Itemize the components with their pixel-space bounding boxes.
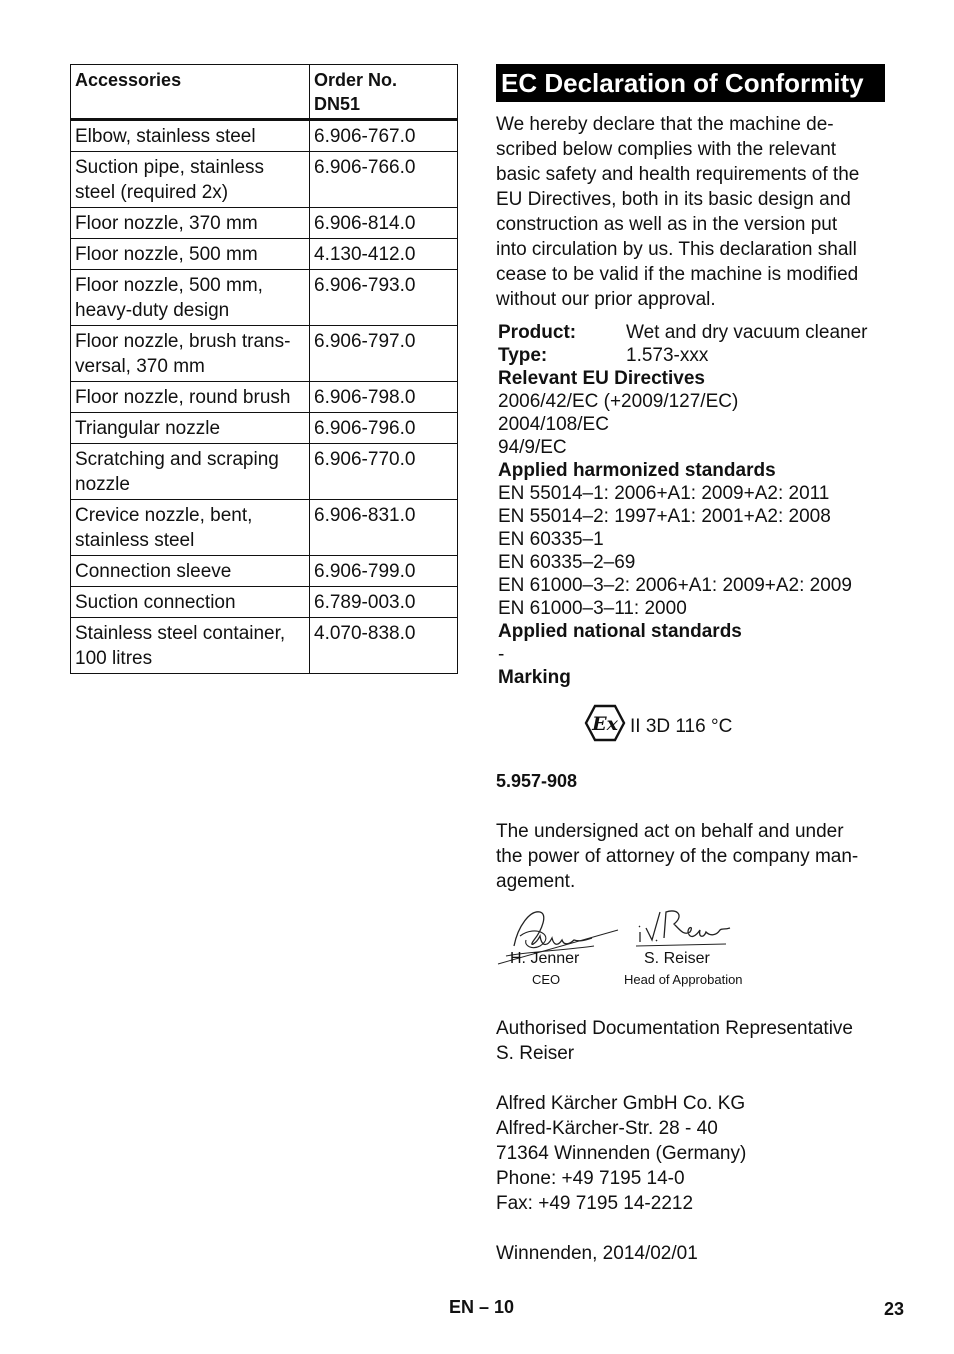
auth-rep-title: Authorised Documentation Representative [496,1018,853,1039]
column-header-accessories: Accessories [71,65,310,120]
product-value: Wet and dry vacuum cleaner [626,322,868,343]
directive-item: 94/9/EC [498,437,567,458]
page-number: 23 [884,1299,905,1319]
product-row [498,321,888,344]
table-row [71,326,458,382]
order-number-cell: 6.906-831.0 [310,500,458,556]
intro-text-line: We hereby declare that the machine de- [496,114,834,135]
order-no-label: Order No. DN51 [314,70,398,114]
accessory-name-cell: Stainless steel container, 100 litres [71,618,310,674]
table-row [71,239,458,270]
accessory-name-cell: Floor nozzle, round brush [71,382,310,413]
marking-heading: Marking [498,667,571,688]
directives-heading: Relevant EU Directives [498,368,705,389]
order-number-cell: 6.906-770.0 [310,444,458,500]
accessory-name-cell: Floor nozzle, 370 mm [71,208,310,239]
signatory-role: CEO [532,972,561,987]
intro-text-line: scribed below complies with the relevant [496,139,837,160]
accessory-name-cell: Scratching and scraping nozzle [71,444,310,500]
table-row [71,444,458,500]
table-body [71,120,458,674]
undersigned-line: the power of attorney of the company man- [496,846,859,867]
harmonized-item: EN 61000–3–2: 2006+A1: 2009+A2: 2009 [498,575,852,596]
type-value: 1.573-xxx [626,345,709,366]
table-row [71,587,458,618]
accessory-name-cell: Elbow, stainless steel [71,120,310,152]
order-number-cell: 6.906-799.0 [310,556,458,587]
reiser-signature-image [634,906,734,952]
company-name: Alfred Kärcher GmbH Co. KG [496,1093,746,1114]
undersigned-line: The undersigned act on behalf and under [496,821,844,842]
harmonized-item: EN 60335–1 [498,529,604,550]
declaration-section [496,64,888,1266]
table-row [71,500,458,556]
accessory-name-cell: Suction pipe, stainless steel (required 2x) [71,152,310,208]
accessory-name-cell: Triangular nozzle [71,413,310,444]
order-number-cell: 6.906-814.0 [310,208,458,239]
accessory-name-cell: Connection sleeve [71,556,310,587]
directive-item: 2006/42/EC (+2009/127/EC) [498,391,739,412]
table-row [71,382,458,413]
signatory-name: H. Jenner [510,950,580,967]
type-row [498,344,888,367]
intro-text-line: construction as well as in the version put [496,214,838,235]
accessory-name-cell: Floor nozzle, 500 mm, heavy-duty design [71,270,310,326]
order-number-cell: 6.906-793.0 [310,270,458,326]
national-value: - [498,644,505,665]
ex-hexagon-icon [584,704,626,742]
intro-text-line: cease to be valid if the machine is modified [496,264,859,285]
order-number-cell: 6.906-796.0 [310,413,458,444]
signatory-role: Head of Approbation [624,972,743,987]
intro-text-line: without our prior approval. [496,289,716,310]
accessory-name-cell: Crevice nozzle, bent, stainless steel [71,500,310,556]
order-number-cell: 6.789-003.0 [310,587,458,618]
marking-row [496,703,888,743]
place-date: Winnenden, 2014/02/01 [496,1243,698,1264]
company-city: 71364 Winnenden (Germany) [496,1143,747,1164]
authorised-representative [496,1016,888,1066]
table-row [71,413,458,444]
company-street: Alfred-Kärcher-Str. 28 - 40 [496,1118,718,1139]
table-row [71,618,458,674]
undersigned-statement [496,819,888,894]
accessory-name-cell: Floor nozzle, 500 mm [71,239,310,270]
intro-text-line: EU Directives, both in its basic design and [496,189,851,210]
table-row [71,120,458,152]
company-fax: Fax: +49 7195 14-2212 [496,1193,694,1214]
intro-text-line: into circulation by us. This declaration shall [496,239,857,260]
harmonized-item: EN 55014–1: 2006+A1: 2009+A2: 2011 [498,483,830,504]
harmonized-heading: Applied harmonized standards [498,460,776,481]
accessory-name-cell: Suction connection [71,587,310,618]
column-header-order-no [310,65,458,120]
product-label: Product: [498,322,577,343]
order-number-cell: 6.906-767.0 [310,120,458,152]
declaration-heading: EC Declaration of Conformity [496,64,885,102]
order-number-cell: 6.906-766.0 [310,152,458,208]
accessory-name-cell: Floor nozzle, brush trans- versal, 370 mm [71,326,310,382]
marking-text: II 3D 116 °C [630,715,733,737]
accessories-table [70,64,458,674]
product-details [496,321,888,689]
company-address [496,1091,888,1216]
type-label: Type: [498,345,548,366]
table-row [71,152,458,208]
table-row [71,270,458,326]
auth-rep-name: S. Reiser [496,1043,575,1064]
footer-language-page: EN – 10 [449,1297,515,1317]
table-row [71,208,458,239]
intro-text-line: basic safety and health requirements of the [496,164,860,185]
ex-symbol-text: Ex [592,713,618,735]
harmonized-item: EN 61000–3–11: 2000 [498,598,687,619]
declaration-intro [496,112,888,312]
document-number: 5.957-908 [496,771,578,791]
harmonized-item: EN 55014–2: 1997+A1: 2001+A2: 2008 [498,506,831,527]
table-row [71,556,458,587]
order-number-cell: 6.906-798.0 [310,382,458,413]
company-phone: Phone: +49 7195 14-0 [496,1168,685,1189]
table-header-row [71,65,458,120]
order-number-cell: 4.070-838.0 [310,618,458,674]
signatures-block [496,906,888,996]
signatory-name: S. Reiser [644,950,710,967]
order-number-cell: 6.906-797.0 [310,326,458,382]
harmonized-item: EN 60335–2–69 [498,552,636,573]
national-heading: Applied national standards [498,621,742,642]
order-number-cell: 4.130-412.0 [310,239,458,270]
directive-item: 2004/108/EC [498,414,609,435]
undersigned-line: agement. [496,871,576,892]
